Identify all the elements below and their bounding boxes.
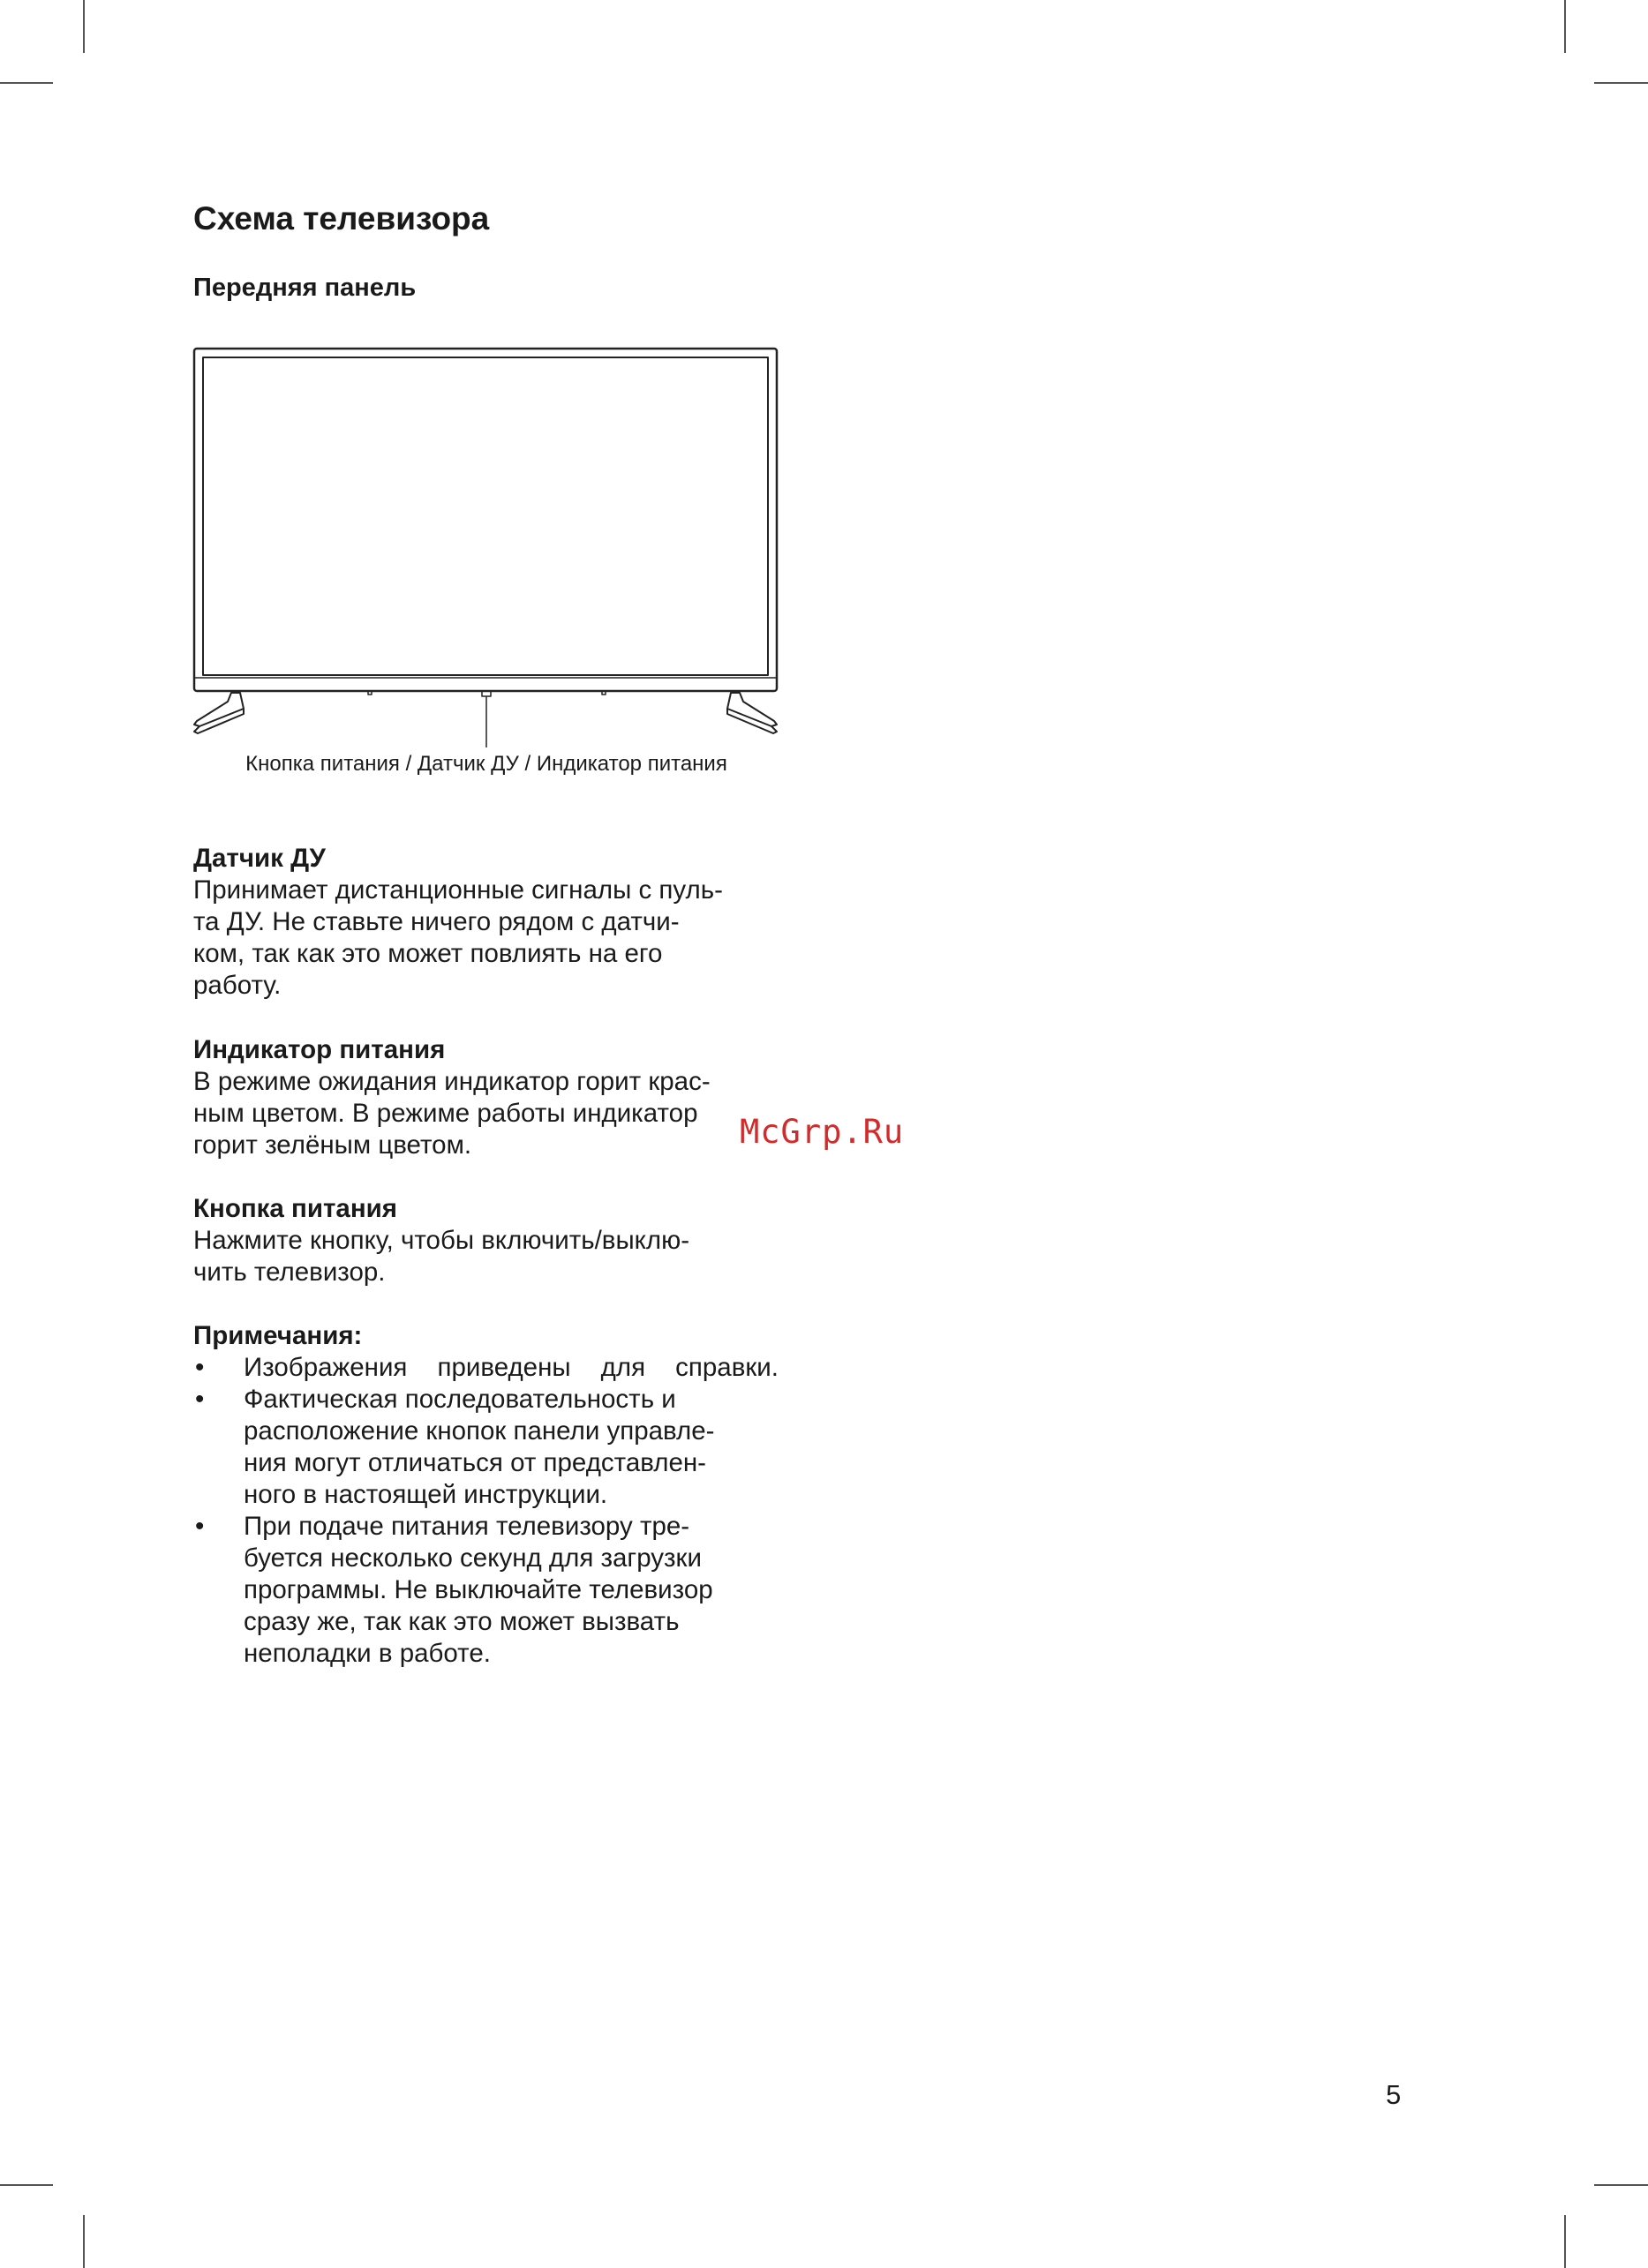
page-title: Схема телевизора (193, 200, 490, 237)
power-button-section (193, 1193, 785, 1288)
note-line: буется несколько секунд для загрузки (244, 1543, 702, 1573)
power-indicator-heading: Индикатор питания (193, 1035, 446, 1064)
crop-mark (83, 2215, 85, 2268)
note-line (244, 1352, 779, 1384)
bullet-icon: • (195, 1353, 205, 1382)
body-line: та ДУ. Не ставьте ничего рядом с датчи- (193, 907, 680, 936)
tv-stand-right (727, 693, 777, 726)
bullet-icon: • (195, 1385, 205, 1414)
note-word: приведены (437, 1353, 571, 1382)
watermark: McGrp.Ru (740, 1113, 905, 1151)
list-item (193, 1384, 785, 1511)
note-line: Фактическая последовательность и (244, 1385, 676, 1414)
body-line: Принимает дистанционные сигналы с пуль- (193, 875, 723, 905)
note-line: ния могут отличаться от представлен- (244, 1448, 706, 1477)
note-word: справки. (675, 1353, 779, 1382)
crop-mark (83, 0, 85, 53)
note-line: программы. Не выключайте телевизор (244, 1575, 713, 1604)
tv-stand-left (194, 693, 244, 726)
crop-mark (1594, 82, 1648, 84)
crop-mark (1564, 2215, 1566, 2268)
body-line: работу. (193, 971, 282, 1000)
figure-caption: Кнопка питания / Датчик ДУ / Индикатор питания (245, 752, 727, 776)
crop-mark (1564, 0, 1566, 53)
note-line: неполадки в работе. (244, 1639, 491, 1668)
crop-mark (0, 82, 53, 84)
tv-screen (203, 357, 768, 675)
remote-sensor-heading: Датчик ДУ (193, 844, 326, 873)
notes-section (193, 1320, 785, 1670)
note-word: для (600, 1353, 646, 1382)
note-line: ного в настоящей инструкции. (244, 1480, 608, 1509)
remote-sensor-section (193, 843, 785, 1002)
tv-front-panel-illustration (185, 340, 794, 755)
list-item (193, 1511, 785, 1670)
notes-list (193, 1352, 785, 1670)
body-line: ным цветом. В режиме работы индикатор (193, 1099, 698, 1128)
note-word: Изображения (244, 1353, 408, 1382)
crop-mark (1594, 2184, 1648, 2186)
note-line: сразу же, так как это может вызвать (244, 1607, 680, 1636)
body-line: горит зелёным цветом. (193, 1130, 472, 1160)
section-subtitle: Передняя панель (193, 274, 417, 302)
body-line: В режиме ожидания индикатор горит крас- (193, 1067, 711, 1096)
list-item (193, 1352, 785, 1384)
body-line: ком, так как это может повлиять на его (193, 939, 663, 968)
body-line: чить телевизор. (193, 1258, 386, 1287)
page-number: 5 (1386, 2079, 1402, 2110)
power-indicator-section (193, 1034, 785, 1161)
note-line: При подаче питания телевизору тре- (244, 1512, 690, 1541)
body-line: Нажмите кнопку, чтобы включить/выклю- (193, 1226, 690, 1255)
power-button-heading: Кнопка питания (193, 1194, 398, 1223)
bullet-icon: • (195, 1512, 205, 1541)
note-line: расположение кнопок панели управле- (244, 1416, 715, 1446)
tv-outer-frame (194, 349, 777, 691)
crop-mark (0, 2184, 53, 2186)
notes-heading: Примечания: (193, 1321, 363, 1350)
